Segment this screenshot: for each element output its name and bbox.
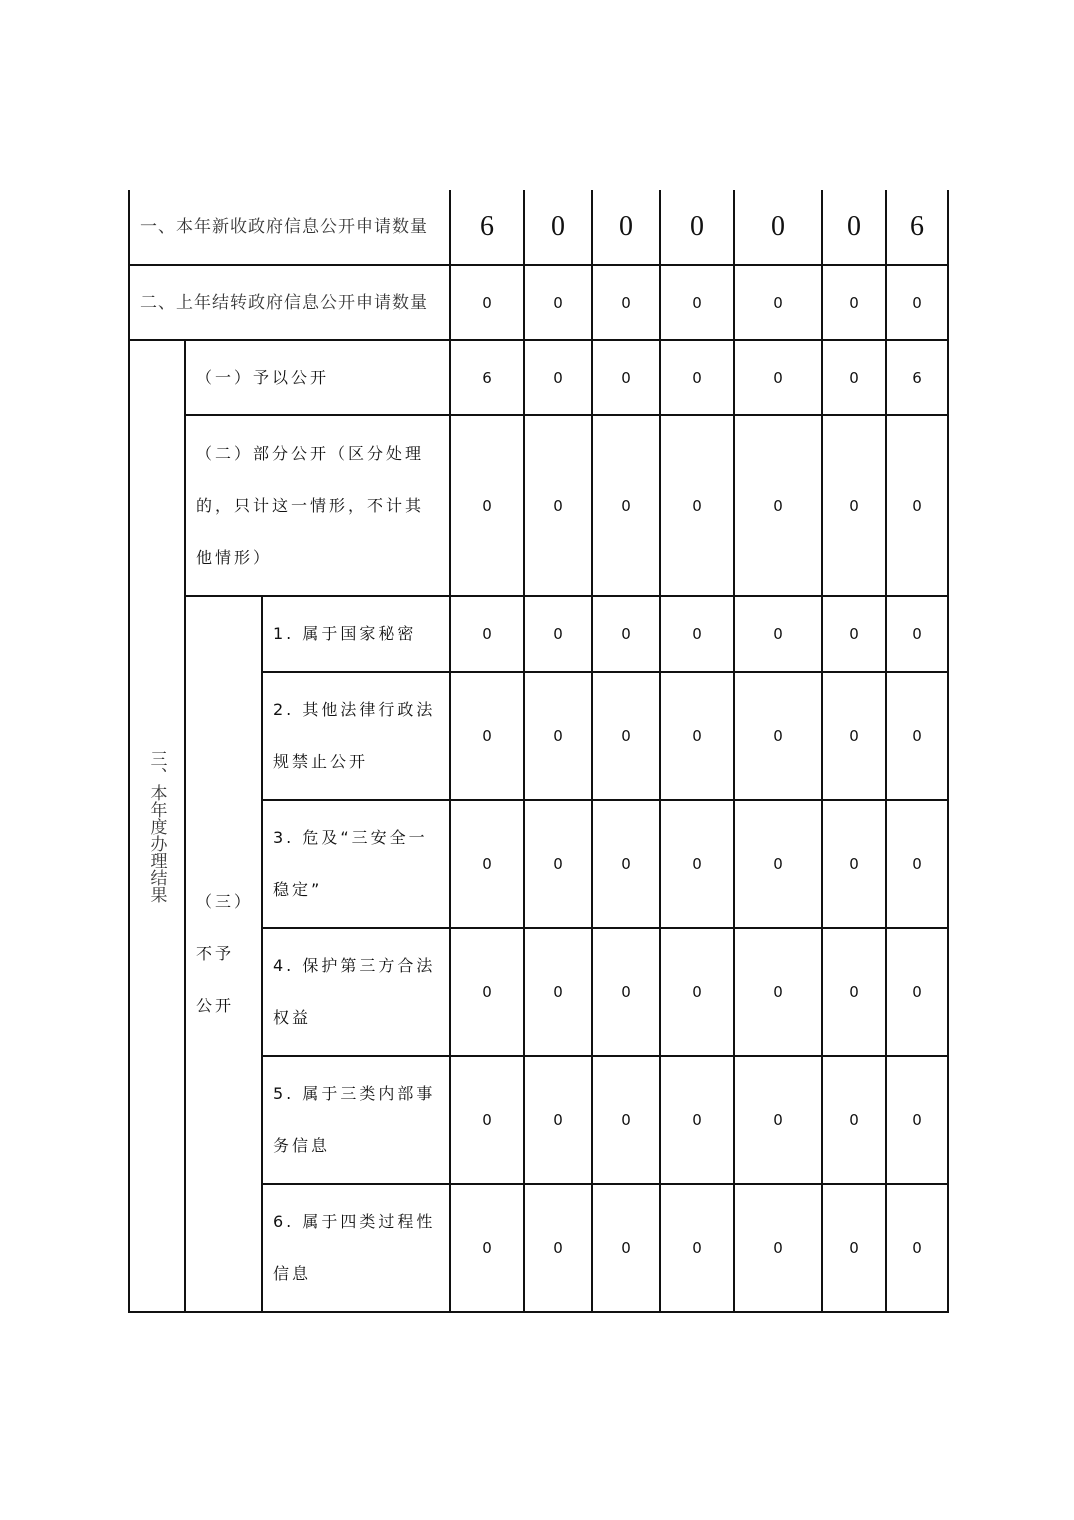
value-cell: 0 [592, 415, 660, 596]
value-cell: 0 [592, 265, 660, 340]
value-cell: 0 [592, 596, 660, 672]
value-cell: 0 [592, 340, 660, 415]
value-cell: 6 [886, 340, 948, 415]
row-label: （二）部分公开（区分处理的，只计这一情形，不计其他情形） [185, 415, 450, 596]
group-3-header [185, 596, 262, 1312]
value-cell: 0 [734, 340, 822, 415]
value-cell: 0 [734, 190, 822, 265]
value-cell: 0 [450, 265, 524, 340]
group-3-prefix: （三） [196, 892, 254, 911]
value-cell: 0 [886, 415, 948, 596]
value-cell: 0 [524, 265, 592, 340]
value-cell: 0 [822, 672, 886, 800]
table-row [129, 190, 948, 265]
value-cell: 0 [592, 800, 660, 928]
group-3-label: 不予公开 [196, 944, 235, 1015]
value-cell: 0 [734, 672, 822, 800]
value-cell: 0 [450, 1056, 524, 1184]
gov-info-disclosure-table [128, 190, 949, 1313]
value-cell: 0 [592, 190, 660, 265]
value-cell: 0 [886, 265, 948, 340]
value-cell: 0 [734, 1056, 822, 1184]
value-cell: 0 [592, 1184, 660, 1312]
value-cell: 0 [524, 928, 592, 1056]
row-label: 4. 保护第三方合法权益 [262, 928, 450, 1056]
value-cell: 6 [886, 190, 948, 265]
value-cell: 0 [592, 928, 660, 1056]
value-cell: 0 [734, 928, 822, 1056]
value-cell: 0 [734, 265, 822, 340]
value-cell: 0 [450, 672, 524, 800]
value-cell: 0 [822, 415, 886, 596]
table-row [129, 340, 948, 415]
value-cell: 0 [524, 596, 592, 672]
value-cell: 0 [660, 340, 734, 415]
value-cell: 0 [886, 800, 948, 928]
value-cell: 0 [822, 1056, 886, 1184]
value-cell: 0 [734, 415, 822, 596]
value-cell: 0 [822, 190, 886, 265]
row-label: 一、本年新收政府信息公开申请数量 [129, 190, 450, 265]
value-cell: 0 [524, 340, 592, 415]
value-cell: 0 [886, 1056, 948, 1184]
table-row [129, 596, 948, 672]
value-cell: 0 [734, 800, 822, 928]
value-cell: 0 [524, 672, 592, 800]
row-label: 二、上年结转政府信息公开申请数量 [129, 265, 450, 340]
value-cell: 0 [660, 1184, 734, 1312]
value-cell: 0 [524, 1056, 592, 1184]
section-3-label: 三、本年度办理结果 [146, 749, 167, 903]
value-cell: 0 [524, 190, 592, 265]
value-cell: 0 [450, 800, 524, 928]
value-cell: 0 [822, 265, 886, 340]
value-cell: 0 [524, 800, 592, 928]
value-cell: 0 [660, 928, 734, 1056]
value-cell: 0 [450, 415, 524, 596]
value-cell: 0 [822, 800, 886, 928]
row-label: 1. 属于国家秘密 [262, 596, 450, 672]
row-label: 2. 其他法律行政法规禁止公开 [262, 672, 450, 800]
value-cell: 0 [886, 1184, 948, 1312]
value-cell: 0 [822, 1184, 886, 1312]
value-cell: 0 [822, 340, 886, 415]
value-cell: 0 [660, 596, 734, 672]
value-cell: 0 [734, 596, 822, 672]
value-cell: 0 [524, 415, 592, 596]
row-label: 6. 属于四类过程性信息 [262, 1184, 450, 1312]
value-cell: 0 [886, 672, 948, 800]
value-cell: 0 [660, 415, 734, 596]
value-cell: 0 [660, 265, 734, 340]
section-3-header [129, 340, 185, 1312]
value-cell: 6 [450, 190, 524, 265]
row-label: 5. 属于三类内部事务信息 [262, 1056, 450, 1184]
value-cell: 0 [450, 596, 524, 672]
value-cell: 0 [592, 672, 660, 800]
value-cell: 0 [524, 1184, 592, 1312]
value-cell: 0 [734, 1184, 822, 1312]
value-cell: 0 [450, 928, 524, 1056]
value-cell: 0 [450, 1184, 524, 1312]
value-cell: 0 [822, 928, 886, 1056]
table-row [129, 265, 948, 340]
value-cell: 0 [660, 190, 734, 265]
table-row [129, 415, 948, 596]
value-cell: 0 [822, 596, 886, 672]
value-cell: 0 [886, 596, 948, 672]
value-cell: 6 [450, 340, 524, 415]
row-label: （一）予以公开 [185, 340, 450, 415]
value-cell: 0 [660, 1056, 734, 1184]
value-cell: 0 [592, 1056, 660, 1184]
value-cell: 0 [660, 800, 734, 928]
row-label: 3. 危及“三安全一稳定” [262, 800, 450, 928]
value-cell: 0 [660, 672, 734, 800]
value-cell: 0 [886, 928, 948, 1056]
